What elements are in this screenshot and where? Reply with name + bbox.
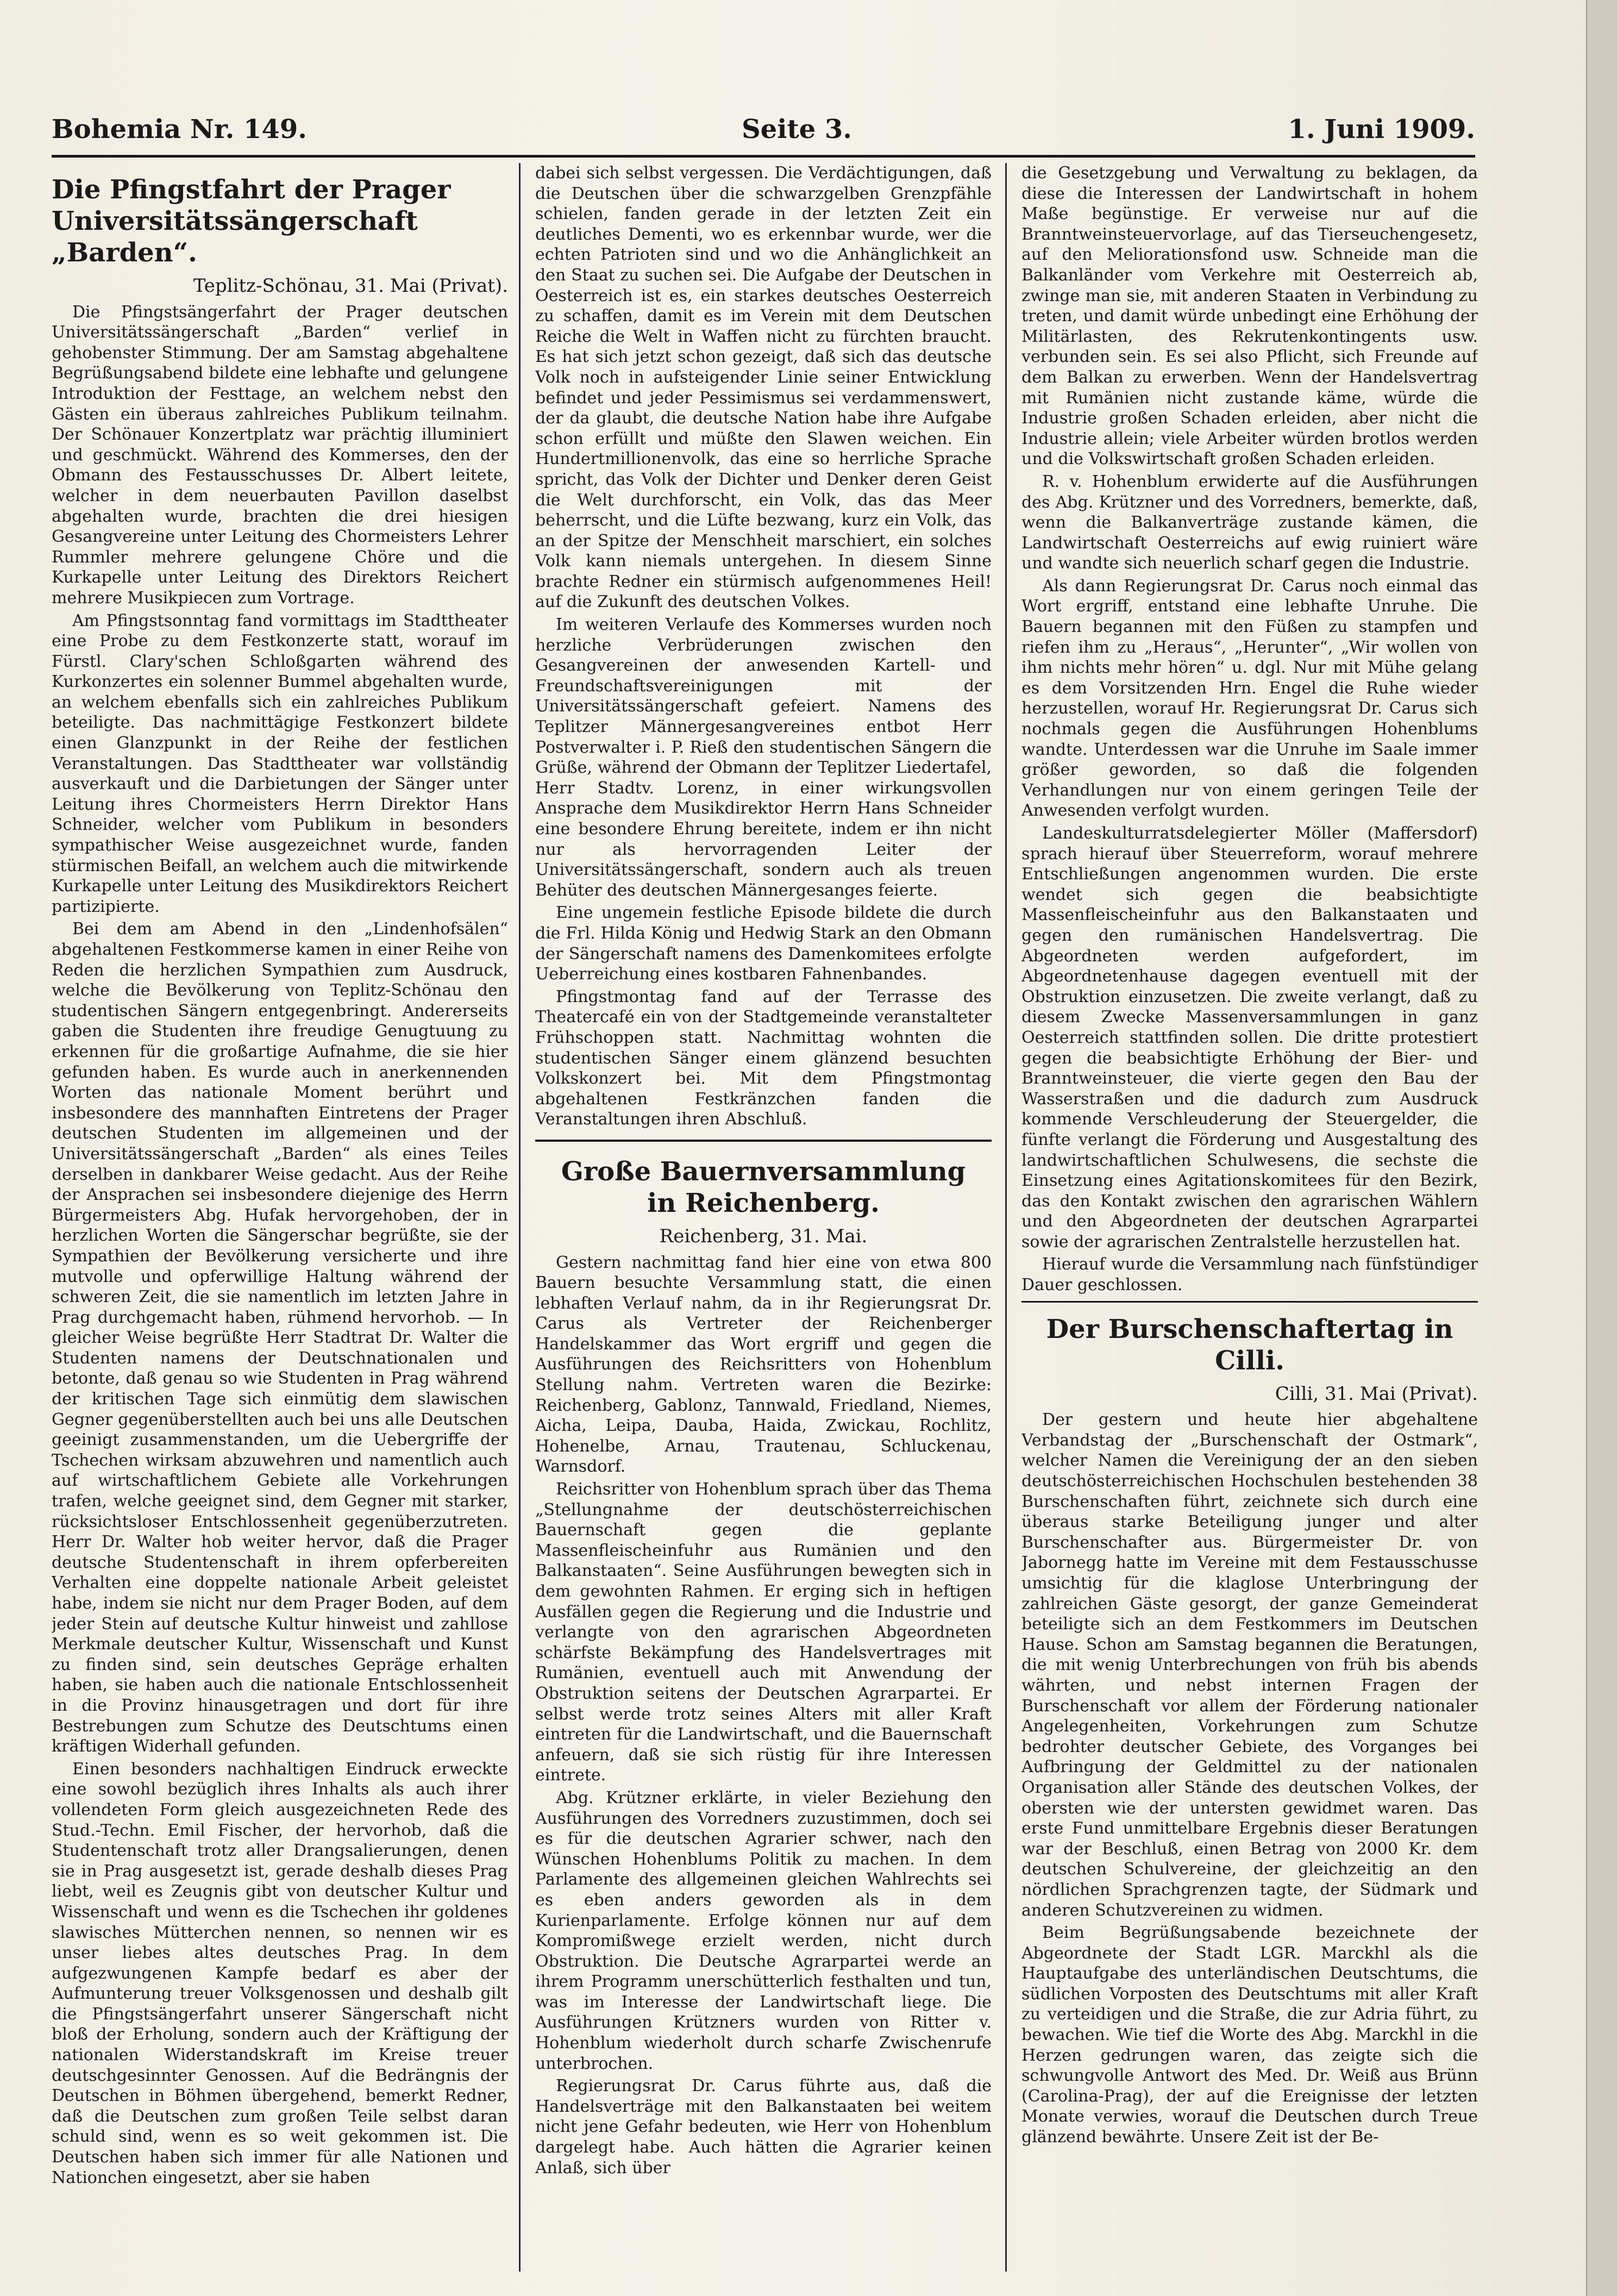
article-paragraph: Bei dem am Abend in den „Lindenhofsälen“ abgehaltenen Festkommerse kamen in einer Reihe von Reden die herzlichen Sympathien zum Ausdruck, welche die Bevölkerung von Teplitz-Schönau den studentischen Sängern entgegenbringt. Andererseits gaben die Studenten ihre freudige Genugtuung zu erkennen für die großartige Aufnahme, die sie hier gefunden haben. Es wurde auch in anerkennenden Worten das nationale Moment berührt und insbesondere des mannhaften Eintretens der Prager deutschen Studenten im allgemeinen und der Universitätssängerschaft „Barden“ als eines Teiles derselben in dankbarer Weise gedacht. Aus der Reihe der Ansprachen sei insbesondere diejenige des Herrn Bürgermeisters Abg. Hufak hervorgehoben, der in herzlichen Worten die Sängerschar begrüßte, sie der Sympathien der Bevölkerung versicherte und ihre mutvolle und opferwillige Haltung während der schweren Zeit, die sie namentlich im letzten Jahre in Prag durchgemacht haben, rühmend hervorhob. — In gleicher Weise begrüßte Herr Stadtrat Dr. Walter die Studenten namens der Deutschnationalen und betonte, daß genau so wie Studenten in Prag während der kritischen Tage sich einmütig dem slawischen Gegner gegenüberstellten auch bei uns alle Deutschen geeinigt zusammenstanden, um die Uebergriffe der Tschechen wirksam abzuwehren und namentlich auch auf wirtschaftlichem Gebiete alle Vorkehrungen trafen, welche geeignet sind, dem Gegner mit starker, rücksichtsloser Entschlossenheit gegenüberzutreten. Herr Dr. Walter hob weiter hervor, daß die Prager deutsche Studentenschaft in ihrem opferbereiten Verhalten eine doppelte nationale Arbeit geleistet habe, indem sie nicht nur dem Prager Boden, auf dem jeder Stein auf deutsche Kultur hinweist und zahllose Merkmale deutscher Kultur, Wissenschaft und Kunst zu finden sind, sein deutsches Gepräge erhalten haben, sie haben auch die nationale Entschlossenheit in die Provinz hinausgetragen und dort für ihre Bestrebungen zum Schutze des Deutschtums einen kräftigen Widerhall gefunden.: [52, 919, 508, 1756]
article-paragraph: Abg. Krützner erklärte, in vieler Beziehung den Ausführungen des Vorredners zuzustimmen, doch sei es für die deutschen Agrarier schwer, nach den Wünschen Hohenblums Politik zu machen. In dem Parlamente des allgemeinen gleichen Wahlrechts sei es eben anders geworden als in dem Kurienparlamente. Erfolge können nur auf dem Kompromißwege erzielt werden, nicht durch Obstruktion. Die Deutsche Agrarpartei werde an ihrem Programm unerschütterlich festhalten und tun, was im Interesse der Landwirtschaft liege. Die Ausführungen Krützners wurden von Ritter v. Hohenblum wiederholt durch scharfe Zwischenrufe unterbrochen.: [535, 1788, 992, 2073]
article-paragraph: Hierauf wurde die Versammlung nach fünfstündiger Dauer geschlossen.: [1021, 1255, 1478, 1295]
article-paragraph: Die Pfingstsängerfahrt der Prager deutschen Universitätssängerschaft „Barden“ verlief in gehobenster Stimmung. Der am Samstag abgehaltene Begrüßungsabend bildete eine lebhafte und gelungene Introduktion der Festtage, an welchem nebst den Gästen ein überaus zahlreiches Publikum teilnahm. Der Schönauer Konzertplatz war prächtig illuminiert und geschmückt. Während des Kommerses, den der Obmann des Festausschusses Dr. Albert leitete, welcher in dem neuerbauten Pavillon daselbst abgehalten wurde, brachten die drei hiesigen Gesangvereine unter Leitung des Chormeisters Lehrer Rummler mehrere gelungene Chöre und die Kurkapelle unter Leitung des Direktors Reichert mehrere Musikpiecen zum Vortrage.: [52, 302, 508, 608]
header-rule: [52, 155, 1475, 158]
header-date: 1. Juni 1909.: [1288, 114, 1475, 145]
column-2: [535, 163, 992, 2272]
article-paragraph: R. v. Hohenblum erwiderte auf die Ausführungen des Abg. Krützner und des Vorredners, bemerkte, daß, wenn die Balkanverträge zustande kämen, die Landwirtschaft Oesterreichs auf ewig ruiniert wäre und wandte sich neuerlich scharf gegen die Industrie.: [1021, 472, 1478, 573]
section-divider: [1021, 1301, 1478, 1303]
page-header: [52, 114, 1475, 147]
column-separator-2: [1005, 163, 1007, 2272]
section-divider: [535, 1140, 992, 1142]
article-paragraph: Der gestern und heute hier abgehaltene Verbandstag der „Burschenschaft der Ostmark“, welcher Namen die Vereinigung der an den sieben deutschösterreichischen Hochschulen bestehenden 38 Burschenschaften führt, zeichnete sich durch eine überaus starke Beteiligung junger und alter Burschenschafter aus. Bürgermeister Dr. von Jabornegg hatte im Vereine mit dem Festausschusse umsichtig für die klaglose Unterbringung der zahlreichen Gäste gesorgt, der ganze Gemeinderat beteiligte sich an dem Festkommers im Deutschen Hause. Schon am Samstag begannen die Beratungen, die mit wenig Unterbrechungen von früh bis abends währten, und nebst internen Fragen der Burschenschaft vor allem der Förderung nationaler Angelegenheiten, Vorkehrungen zum Schutze bedrohter deutscher Gebiete, des Vorganges bei Aufbringung der Geldmittel zu der nationalen Organisation aller Stände des deutschen Volkes, der obersten wie der untersten gewidmet waren. Das erste Fund unmittelbare Ergebnis dieser Beratungen war der Beschluß, einen Betrag von 2000 Kr. dem deutschen Schulvereine, der gleichzeitig an den nördlichen Sprachgrenzen tagte, der Südmark und anderen Schutzvereinen zu widmen.: [1021, 1410, 1478, 1920]
column-3: [1021, 163, 1478, 2272]
article-paragraph: dabei sich selbst vergessen. Die Verdächtigungen, daß die Deutschen über die schwarzgelben Grenzpfähle schielen, fanden gerade in der letzten Zeit ein deutliches Dementi, wo es erkennbar wurde, wer die echten Patrioten sind und wo die Anhänglichkeit an den Staat zu suchen sei. Die Aufgabe der Deutschen in Oesterreich ist es, ein starkes deutsches Oesterreich zu schaffen, damit es im Verein mit dem Deutschen Reiche die Welt in Waffen nicht zu fürchten braucht. Es hat sich jetzt schon gezeigt, daß sich das deutsche Volk noch in aufsteigender Linie seiner Entwicklung befindet und jeder Pessimismus sei verdammenswert, der da glaubt, die deutsche Nation habe ihre Aufgabe schon erfüllt und müßte den Slawen weichen. Ein Hundertmillionenvolk, das eine so herrliche Sprache spricht, das Volk der Dichter und Denker deren Geist die Welt durchforscht, ein Volk, das das Meer beherrscht, und die Lüfte bezwang, kurz ein Volk, das an der Spitze der Menschheit marschiert, ein solches Volk kann niemals untergehen. In diesem Sinne brachte Redner ein stürmisch aufgenommenes Heil! auf die Zukunft des deutschen Volkes.: [535, 164, 992, 612]
article-paragraph: Am Pfingstsonntag fand vormittags im Stadttheater eine Probe zu dem Festkonzerte statt, worauf im Fürstl. Clary'schen Schloßgarten während des Kurkonzertes ein solenner Bummel abgehalten wurde, an welchem ebenfalls sich ein zahlreiches Publikum beteiligte. Das nachmittägige Festkonzert bildete einen Glanzpunkt in der Reihe der festlichen Veranstaltungen. Das Stadttheater war vollständig ausverkauft und die Darbietungen der Sänger unter Leitung ihres Chormeisters Herrn Direktor Hans Schneider, welcher vom Publikum in besonders sympathischer Weise ausgezeichnet wurde, fanden stürmischen Beifall, an welchem auch die mitwirkende Kurkapelle unter Leitung des Musikdirektors Reichert partizipierte.: [52, 611, 508, 916]
page-edge: [1586, 0, 1617, 2296]
article-headline-bauernversammlung-line2: in Reichenberg.: [647, 1187, 880, 1218]
column-separator-1: [519, 163, 521, 2272]
article-paragraph: Reichsritter von Hohenblum sprach über das Thema „Stellungnahme der deutschösterreichischen Bauernschaft gegen die geplante Massenfleischeinfuhr aus Rumänien und den Balkanstaaten“. Seine Ausführungen bewegten sich in dem gewohnten Rahmen. Er erging sich in heftigen Ausfällen gegen die Regierung und die Industrie und verlangte von den agrarischen Abgeordneten schärfste Bekämpfung des Handelsvertrages mit Rumänien, eventuell auch mit Anwendung der Obstruktion seitens der Deutschen Agrarpartei. Er selbst werde trotz seines Alters mit aller Kraft eintreten für die Landwirtschaft, und die Bauernschaft anfeuern, daß sie sich rüstig für ihre Interessen eintrete.: [535, 1480, 992, 1785]
article-paragraph: Regierungsrat Dr. Carus führte aus, daß die Handelsverträge mit den Balkanstaaten bei weitem nicht jene Gefahr bedeuten, wie Herr von Hohenblum dargelegt habe. Auch hätten die Agrarier keinen Anlaß, sich über: [535, 2076, 992, 2178]
article-paragraph: Einen besonders nachhaltigen Eindruck erweckte eine sowohl bezüglich ihres Inhalts als auch ihrer vollendeten Form gleich ausgezeichneten Rede des Stud.-Techn. Emil Fischer, der hervorhob, daß die Studentenschaft trotz aller Drangsalierungen, denen sie in Prag ausgesetzt ist, gerade deshalb dieses Prag liebt, weil es Zeugnis gibt von deutscher Kultur und Wissenschaft und wenn es die Tschechen ihr goldenes slawisches Mütterchen nennen, so nennen wir es unser liebes altes deutsches Prag. In dem aufgezwungenen Kampfe bedarf es aber der Aufmunterung treuer Volksgenossen und deshalb gilt die Pfingstsängerfahrt unserer Sängerschaft nicht bloß der Erholung, sondern auch der Kräftigung der nationalen Widerstandskraft im Kreise treuer deutschgesinnter Genossen. Auf die Bedrängnis der Deutschen in Böhmen übergehend, bemerkt Redner, daß die Deutschen zum großen Teile selbst daran schuld sind, wenn es so weit gekommen ist. Die Deutschen haben sich immer für alle Nationen und Nationchen eingesetzt, aber sie haben: [52, 1759, 508, 2187]
article-dateline: Reichenberg, 31. Mai.: [659, 1225, 868, 1247]
article-paragraph: die Gesetzgebung und Verwaltung zu beklagen, da diese die Interessen der Landwirtschaft in hohem Maße begünstige. Er verweise nur auf die Branntweinsteuervorlage, auf das Tierseuchengesetz, auf den Meliorationsfond usw. Schneide man die Balkanländer vom Verkehre mit Oesterreich ab, zwinge man sie, mit anderen Staaten in Verbindung zu treten, und damit würde unbedingt eine Erhöhung der Militärlasten, des Rekrutenkontingents usw. verbunden sein. Es sei also Pflicht, sich Freunde auf dem Balkan zu erwerben. Wenn der Handelsvertrag mit Rumänien nicht zustande käme, würde die Industrie großen Schaden erleiden, aber nicht die Industrie allein; viele Arbeiter würden brotlos werden und die Volkswirtschaft großen Schaden erleiden.: [1021, 164, 1478, 469]
column-1: [52, 163, 508, 2272]
article-paragraph: Pfingstmontag fand auf der Terrasse des Theatercafé ein von der Stadtgemeinde veranstalteter Frühschoppen statt. Nachmittag wohnten die studentischen Sänger einem glänzend besuchten Volkskonzert bei. Mit dem Pfingstmontag abgehaltenen Festkränzchen fanden die Veranstaltungen ihren Abschluß.: [535, 987, 992, 1129]
header-left: Bohemia Nr. 149.: [52, 114, 307, 145]
article-paragraph: Im weiteren Verlaufe des Kommerses wurden noch herzliche Verbrüderungen zwischen den Gesangvereinen der anwesenden Kartell- und Freundschaftsvereinigungen mit der Universitätssängerschaft gefeiert. Namens des Teplitzer Männergesangvereines entbot Herr Postverwalter i. P. Rieß den studentischen Sängern die Grüße, während der Obmann der Teplitzer Liedertafel, Herr Stadtv. Lorenz, in einer wirkungsvollen Ansprache dem Musikdirektor Herrn Hans Schneider eine besondere Ehrung bereitete, indem er ihn nicht nur als hervorragenden Leiter der Universitätssängerschaft, sondern auch als treuen Behüter des deutschen Männergesanges feierte.: [535, 615, 992, 900]
article-dateline: Cilli, 31. Mai (Privat).: [1275, 1382, 1478, 1405]
article-paragraph: Gestern nachmittag fand hier eine von etwa 800 Bauern besuchte Versammlung statt, die einen lebhaften Verlauf nahm, da in ihr Regierungsrat Dr. Carus als Vertreter der Reichenberger Handelskammer das Wort ergriff und gegen die Ausführungen des Reichsritters von Hohenblum Stellung nahm. Vertreten waren die Bezirke: Reichenberg, Gablonz, Tannwald, Friedland, Niemes, Aicha, Leipa, Dauba, Haida, Zwickau, Rochlitz, Hohenelbe, Arnau, Trautenau, Schluckenau, Warnsdorf.: [535, 1253, 992, 1477]
article-paragraph: Landeskulturratsdelegierter Möller (Maffersdorf) sprach hierauf über Steuerreform, worauf mehrere Entschließungen angenommen wurden. Die erste wendet sich gegen die beabsichtigte Massenfleischeinfuhr aus den Balkanstaaten und gegen den rumänischen Handelsvertrag. Die Abgeordneten werden aufgefordert, im Abgeordnetenhause dagegen eventuell mit der Obstruktion einzusetzen. Die zweite verlangt, daß zu diesem Zwecke Massenversammlungen in ganz Oesterreich stattfinden sollen. Die dritte protestiert gegen die beabsichtigte Erhöhung der Bier- und Branntweinsteuer, die vierte gegen den Bau der Wasserstraßen und die dadurch zum Ausdruck kommende Verschleuderung der Steuergelder, die fünfte verlangt die Förderung und Ausgestaltung des landwirtschaftlichen Schulwesens, die sechste die Einsetzung eines Agitationskomitees für den Bezirk, das den Kontakt zwischen den agrarischen Wählern und den Abgeordneten der deutschen Agrarpartei sowie der agrarischen Zentralstelle herzustellen hat.: [1021, 824, 1478, 1252]
article-paragraph: Beim Begrüßungsabende bezeichnete der Abgeordnete der Stadt LGR. Marckhl als die Hauptaufgabe des unterländischen Deutschtums, die südlichen Vorposten des Deutschtums mit aller Kraft zu verteidigen und die Straße, die zur Adria führt, zu bewachen. Wie tief die Worte des Abg. Marckhl in die Herzen gedrungen waren, das zeigte sich die schwungvolle Antwort des Med. Dr. Weiß aus Brünn (Carolina-Prag), der auf die Ereignisse der letzten Monate verwies, worauf die Deutschen durch Treue glänzend bewährte. Unsere Zeit ist der Be-: [1021, 1923, 1478, 2147]
article-dateline: Teplitz-Schönau, 31. Mai (Privat).: [193, 275, 508, 297]
article-headline-bauernversammlung: Große Bauernversammlung: [561, 1156, 966, 1187]
article-paragraph: Als dann Regierungsrat Dr. Carus noch einmal das Wort ergriff, entstand eine lebhafte Unruhe. Die Bauern begannen mit den Füßen zu stampfen und riefen ihm zu „Heraus“, „Herunter“, „Wir wollen von ihm nichts mehr hören“ u. dgl. Nur mit Mühe gelang es dem Vorsitzenden Hrn. Engel die Ruhe wieder herzustellen, worauf Hr. Regierungsrat Dr. Carus sich nochmals gegen die Ausführungen Hohenblums wandte. Unterdessen war die Unruhe im Saale immer größer geworden, so daß die folgenden Verhandlungen nur von einem geringen Teile der Anwesenden verfolgt wurden.: [1021, 576, 1478, 821]
article-paragraph: Eine ungemein festliche Episode bildete die durch die Frl. Hilda König und Hedwig Stark an den Obmann der Sängerschaft namens des Damenkomitees erfolgte Ueberreichung eines kostbaren Fahnenbandes.: [535, 903, 992, 984]
article-headline-burschenschaftertag: Der Burschenschaftertag in Cilli.: [1046, 1313, 1453, 1376]
article-headline-pfingstfahrt: Die Pfingstfahrt der Prager Universitätssängerschaft „Barden“.: [52, 174, 451, 268]
header-page-number: Seite 3.: [742, 114, 852, 145]
